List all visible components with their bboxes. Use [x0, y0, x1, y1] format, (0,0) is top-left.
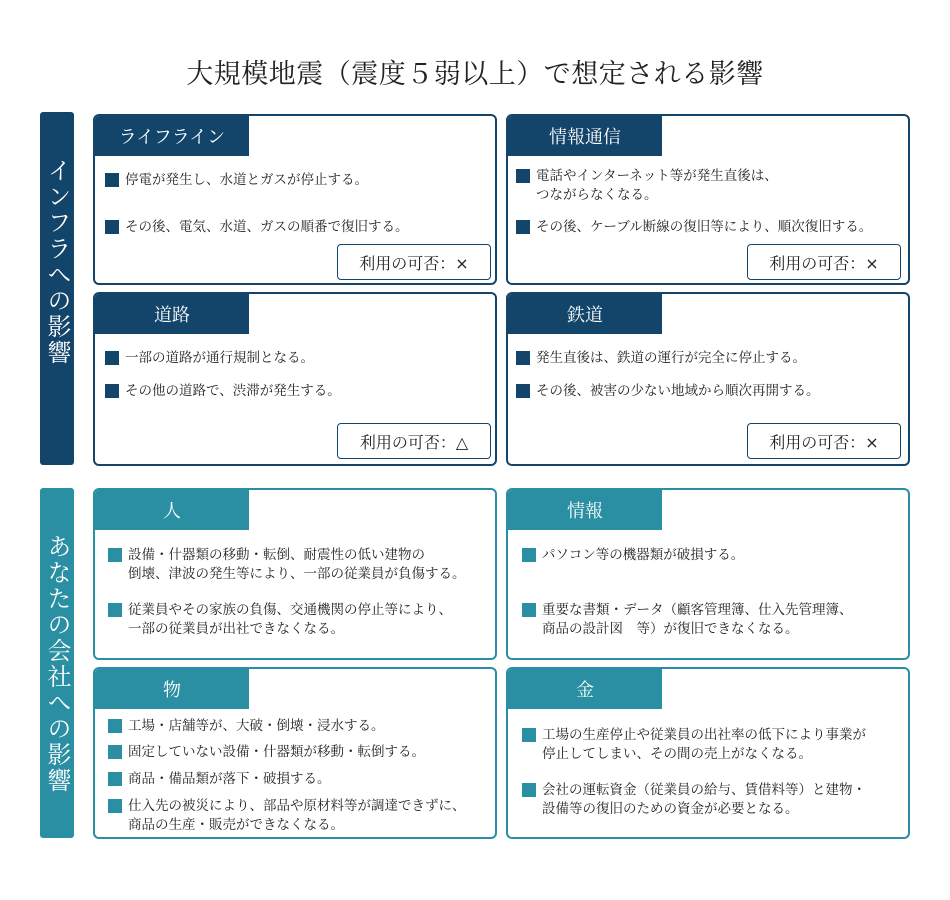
road-panel — [93, 292, 497, 466]
people-bullet-1: 設備・什器類の移動・転倒、耐震性の低い建物の 倒壊、津波の発生等により、一部の従業員が負傷する。 — [108, 546, 466, 584]
people-heading: 人 — [95, 490, 249, 530]
bullet-square-icon — [108, 719, 122, 733]
railway-availability: 利用の可否：× — [747, 423, 901, 459]
road-bullet-1: 一部の道路が通行規制となる。 — [105, 349, 314, 368]
bullet-square-icon — [108, 745, 122, 759]
information-heading: 情報 — [508, 490, 662, 530]
money-heading: 金 — [508, 669, 662, 709]
infra-section-label — [40, 112, 74, 465]
road-bullet-2: その他の道路で、渋滞が発生する。 — [105, 382, 341, 401]
telecom-availability: 利用の可否：× — [747, 244, 901, 280]
lifeline-bullet-2: その後、電気、水道、ガスの順番で復旧する。 — [105, 218, 409, 237]
money-panel — [506, 667, 910, 839]
bullet-square-icon — [105, 173, 119, 187]
bullet-square-icon — [522, 728, 536, 742]
railway-heading: 鉄道 — [508, 294, 662, 334]
people-panel — [93, 488, 497, 660]
lifeline-bullet-1: 停電が発生し、水道とガスが停止する。 — [105, 171, 368, 190]
bullet-square-icon — [522, 603, 536, 617]
road-heading: 道路 — [95, 294, 249, 334]
information-bullet-2: 重要な書類・データ（顧客管理簿、仕入先管理簿、 商品の設計図 等）が復旧できなくなる。 — [522, 601, 853, 639]
bullet-square-icon — [108, 799, 122, 813]
lifeline-panel — [93, 114, 497, 285]
company-section-label-text: あなたの会社への影響 — [43, 534, 71, 794]
telecom-bullet-1: 電話やインターネット等が発生直後は、 つながらなくなる。 — [516, 167, 778, 205]
railway-panel — [506, 292, 910, 466]
bullet-square-icon — [108, 772, 122, 786]
telecom-panel — [506, 114, 910, 285]
information-bullet-1: パソコン等の機器類が破損する。 — [522, 546, 744, 565]
telecom-heading: 情報通信 — [508, 116, 662, 156]
bullet-square-icon — [516, 351, 530, 365]
page-title: 大規模地震（震度５弱以上）で想定される影響 — [186, 59, 764, 90]
bullet-square-icon — [522, 548, 536, 562]
lifeline-availability: 利用の可否：× — [337, 244, 491, 280]
bullet-square-icon — [522, 783, 536, 797]
information-panel — [506, 488, 910, 660]
bullet-square-icon — [516, 220, 530, 234]
railway-bullet-1: 発生直後は、鉄道の運行が完全に停止する。 — [516, 349, 806, 368]
money-bullet-1: 工場の生産停止や従業員の出社率の低下により事業が 停止してしまい、その間の売上がなくなる。 — [522, 726, 866, 764]
goods-bullet-1: 工場・店舗等が、大破・倒壊・浸水する。 — [108, 717, 385, 736]
bullet-square-icon — [516, 384, 530, 398]
goods-bullet-2: 固定していない設備・什器類が移動・転倒する。 — [108, 743, 425, 762]
lifeline-heading: ライフライン — [95, 116, 249, 156]
infra-section-label-text: インフラへの影響 — [43, 158, 71, 366]
money-bullet-2: 会社の運転資金（従業員の給与、賃借料等）と建物・ 設備等の復旧のための資金が必要となる。 — [522, 781, 866, 819]
goods-bullet-3: 商品・備品類が落下・破損する。 — [108, 770, 331, 789]
people-bullet-2: 従業員やその家族の負傷、交通機関の停止等により、 一部の従業員が出社できなくなる。 — [108, 601, 452, 639]
bullet-square-icon — [108, 548, 122, 562]
road-availability: 利用の可否：△ — [337, 423, 491, 459]
bullet-square-icon — [516, 169, 530, 183]
bullet-square-icon — [108, 603, 122, 617]
bullet-square-icon — [105, 351, 119, 365]
goods-bullet-4: 仕入先の被災により、部品や原材料等が調達できずに、 商品の生産・販売ができなくなる。 — [108, 797, 466, 835]
bullet-square-icon — [105, 384, 119, 398]
goods-heading: 物 — [95, 669, 249, 709]
bullet-square-icon — [105, 220, 119, 234]
railway-bullet-2: その後、被害の少ない地域から順次再開する。 — [516, 382, 820, 401]
goods-panel — [93, 667, 497, 839]
telecom-bullet-2: その後、ケーブル断線の復旧等により、順次復旧する。 — [516, 218, 872, 237]
company-section-label — [40, 488, 74, 838]
